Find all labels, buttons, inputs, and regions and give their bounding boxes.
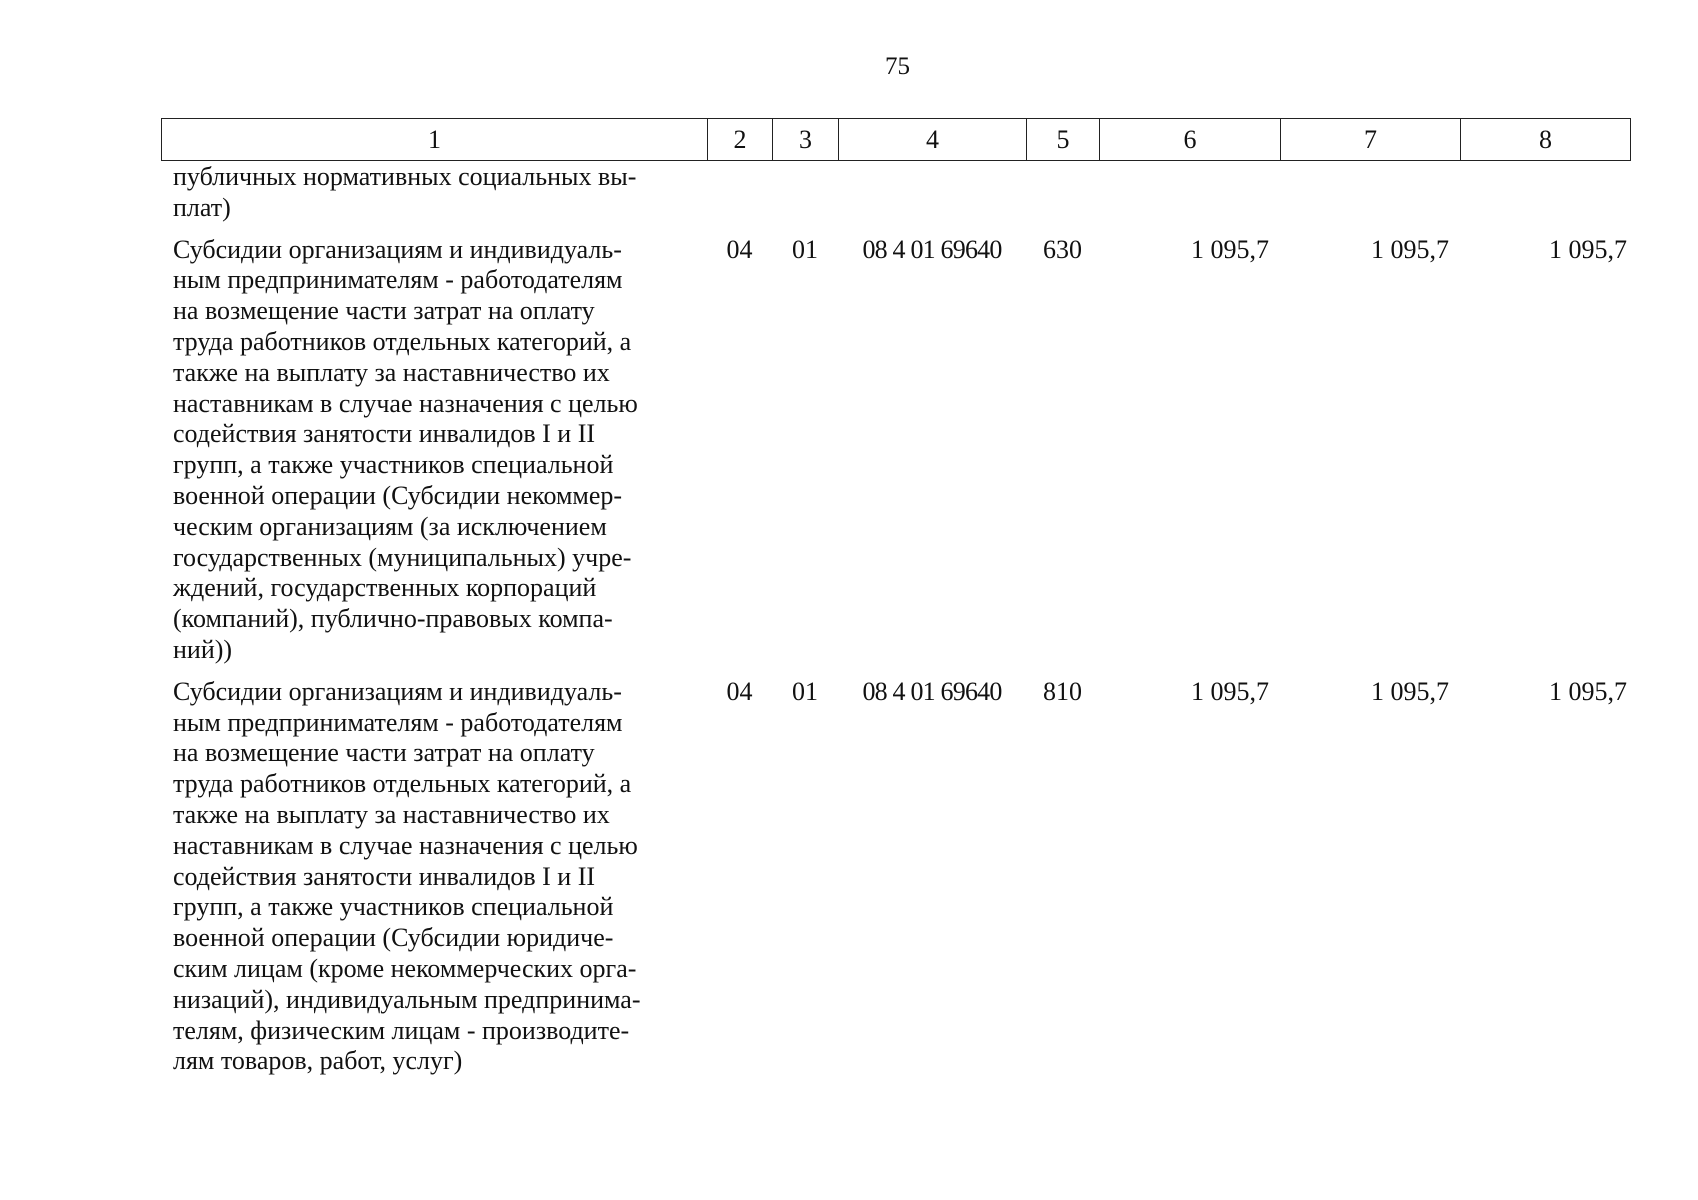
row-amount-col6-value: 1 095,7: [1191, 676, 1269, 706]
header-row: [162, 119, 1631, 161]
row-amount-col6: [1099, 677, 1280, 708]
table-header: [161, 118, 1631, 161]
table-body: [161, 162, 1630, 1087]
header-cell-6: 6: [1100, 119, 1281, 161]
row-description: публичных нормативных социальных вы- плат): [173, 162, 637, 222]
row-amount-col6: [1099, 235, 1280, 266]
row-amount-col8: 1 095,7: [1549, 234, 1627, 264]
row-subsection-code: 01: [792, 234, 818, 264]
row-description: Субсидии организациям и индивидуаль- ным предпринимателям - работодателям на возмещение части затрат на оплату труда работников отдельных категорий, а также на выплату за наставничество их наставникам в случае назначения с целью содействия занятости инвалидов I и II групп, а также участников специальной военной операции (Субсидии юридиче- ским лицам (кроме некоммерческих орга- низаций), индивидуальным предпринима- телям, физическим лицам - производите- лям товаров, работ, услуг): [173, 676, 641, 1076]
row-amount-col7: [1280, 677, 1460, 708]
row-target-article-code: 08 4 01 69640: [862, 234, 1002, 264]
row-description: Субсидии организациям и индивидуаль- ным предпринимателям - работодателям на возмещение части затрат на оплату труда работников отдельных категорий, а также на выплату за наставничество их наставникам в случае назначения с целью содействия занятости инвалидов I и II групп, а также участников специальной военной операции (Субсидии некоммер- ческим организациям (за исключением государственных (муниципальных) учре- ждений, государственных корпораций (компаний), публично-правовых компа- ний)): [173, 234, 638, 664]
row-target-article-code: 08 4 01 69640: [862, 676, 1002, 706]
row-section-code: 04: [726, 676, 753, 706]
row-amount-col8: 1 095,7: [1549, 676, 1627, 706]
row-amount-col7: [1280, 235, 1460, 266]
header-cell-8: 8: [1461, 119, 1631, 161]
header-cell-3: 3: [773, 119, 839, 161]
row-amount-col7-value: 1 095,7: [1371, 676, 1449, 706]
row-amount-col7-value: 1 095,7: [1371, 234, 1449, 264]
table-row: [161, 677, 1630, 1077]
row-expense-type-code: 810: [1043, 676, 1082, 706]
row-amount-col6-value: 1 095,7: [1191, 234, 1269, 264]
header-cell-7: 7: [1281, 119, 1461, 161]
row-expense-type-code: 630: [1043, 234, 1082, 264]
header-cell-1: 1: [162, 119, 708, 161]
row-section-code: 04: [726, 234, 753, 264]
header-cell-2: 2: [708, 119, 773, 161]
page-number: 75: [885, 53, 910, 80]
header-cell-4: 4: [839, 119, 1027, 161]
table-row: [161, 235, 1630, 666]
header-cell-5: 5: [1027, 119, 1100, 161]
table-row: [161, 162, 1630, 224]
row-subsection-code: 01: [792, 676, 818, 706]
